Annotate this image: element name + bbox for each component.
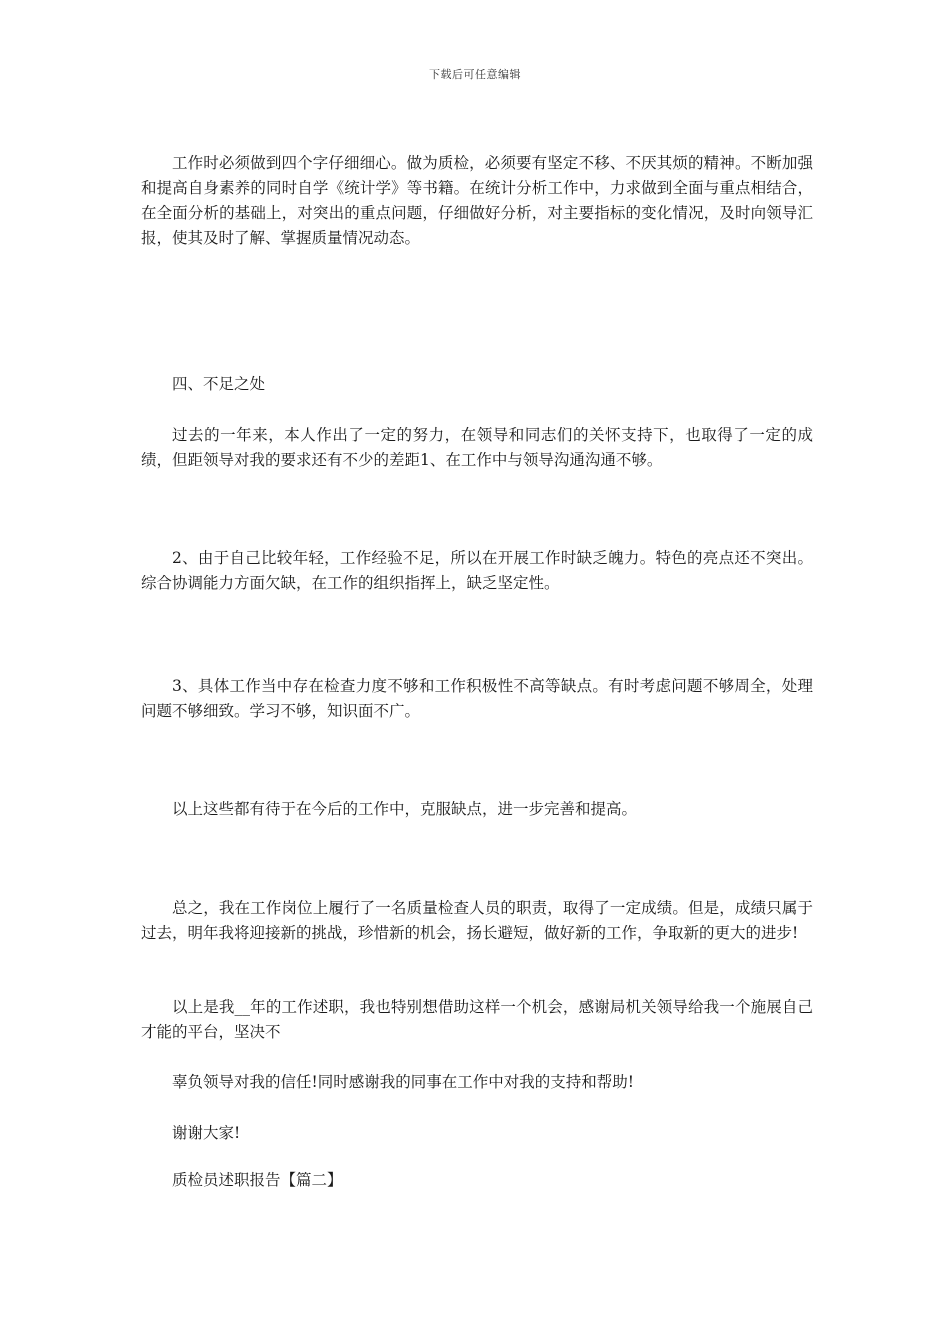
paragraph-improvement: 以上这些都有待于在今后的工作中，克服缺点，进一步完善和提高。 (172, 800, 638, 818)
paragraph-point-2: 2、由于自己比较年轻，工作经验不足，所以在开展工作时缺乏魄力。特色的亮点还不突出。综合协调能力方面欠缺，在工作的组织指挥上，缺乏坚定性。 (141, 549, 813, 592)
paragraph-point-3: 3、具体工作当中存在检查力度不够和工作积极性不高等缺点。有时考虑问题不够周全，处理问题不够细致。学习不够，知识面不广。 (141, 677, 813, 720)
paragraph-thanks-colleagues: 辜负领导对我的信任!同时感谢我的同事在工作中对我的支持和帮助! (172, 1073, 634, 1091)
paragraph-past-year: 过去的一年来，本人作出了一定的努力，在领导和同志们的关怀支持下，也取得了一定的成绩，但距领导对我的要求还有不少的差距1、在工作中与领导沟通沟通不够。 (141, 426, 813, 469)
section-heading-shortcomings: 四、不足之处 (172, 375, 266, 393)
paragraph-summary: 总之，我在工作岗位上履行了一名质量检查人员的职责，取得了一定成绩。但是，成绩只属于过去，明年我将迎接新的挑战，珍惜新的机会，扬长避短，做好新的工作，争取新的更大的进步! (141, 899, 813, 942)
section-title-part-two: 质检员述职报告【篇二】 (172, 1171, 343, 1189)
paragraph-thank-you: 谢谢大家! (172, 1124, 241, 1142)
page-header-note: 下载后可任意编辑 (429, 68, 521, 81)
paragraph-work-detail: 工作时必须做到四个字仔细细心。做为质检，必须要有坚定不移、不厌其烦的精神。不断加强和提高自身素养的同时自学《统计学》等书籍。在统计分析工作中，力求做到全面与重点相结合，在全面分析的基础上，对突出的重点问题，仔细做好分析，对主要指标的变化情况，及时向领导汇报，使其及时了解、掌握质量情况动态。 (141, 154, 813, 247)
paragraph-thanks-leaders: 以上是我__年的工作述职，我也特别想借助这样一个机会，感谢局机关领导给我一个施展自己才能的平台，坚决不 (141, 998, 813, 1041)
